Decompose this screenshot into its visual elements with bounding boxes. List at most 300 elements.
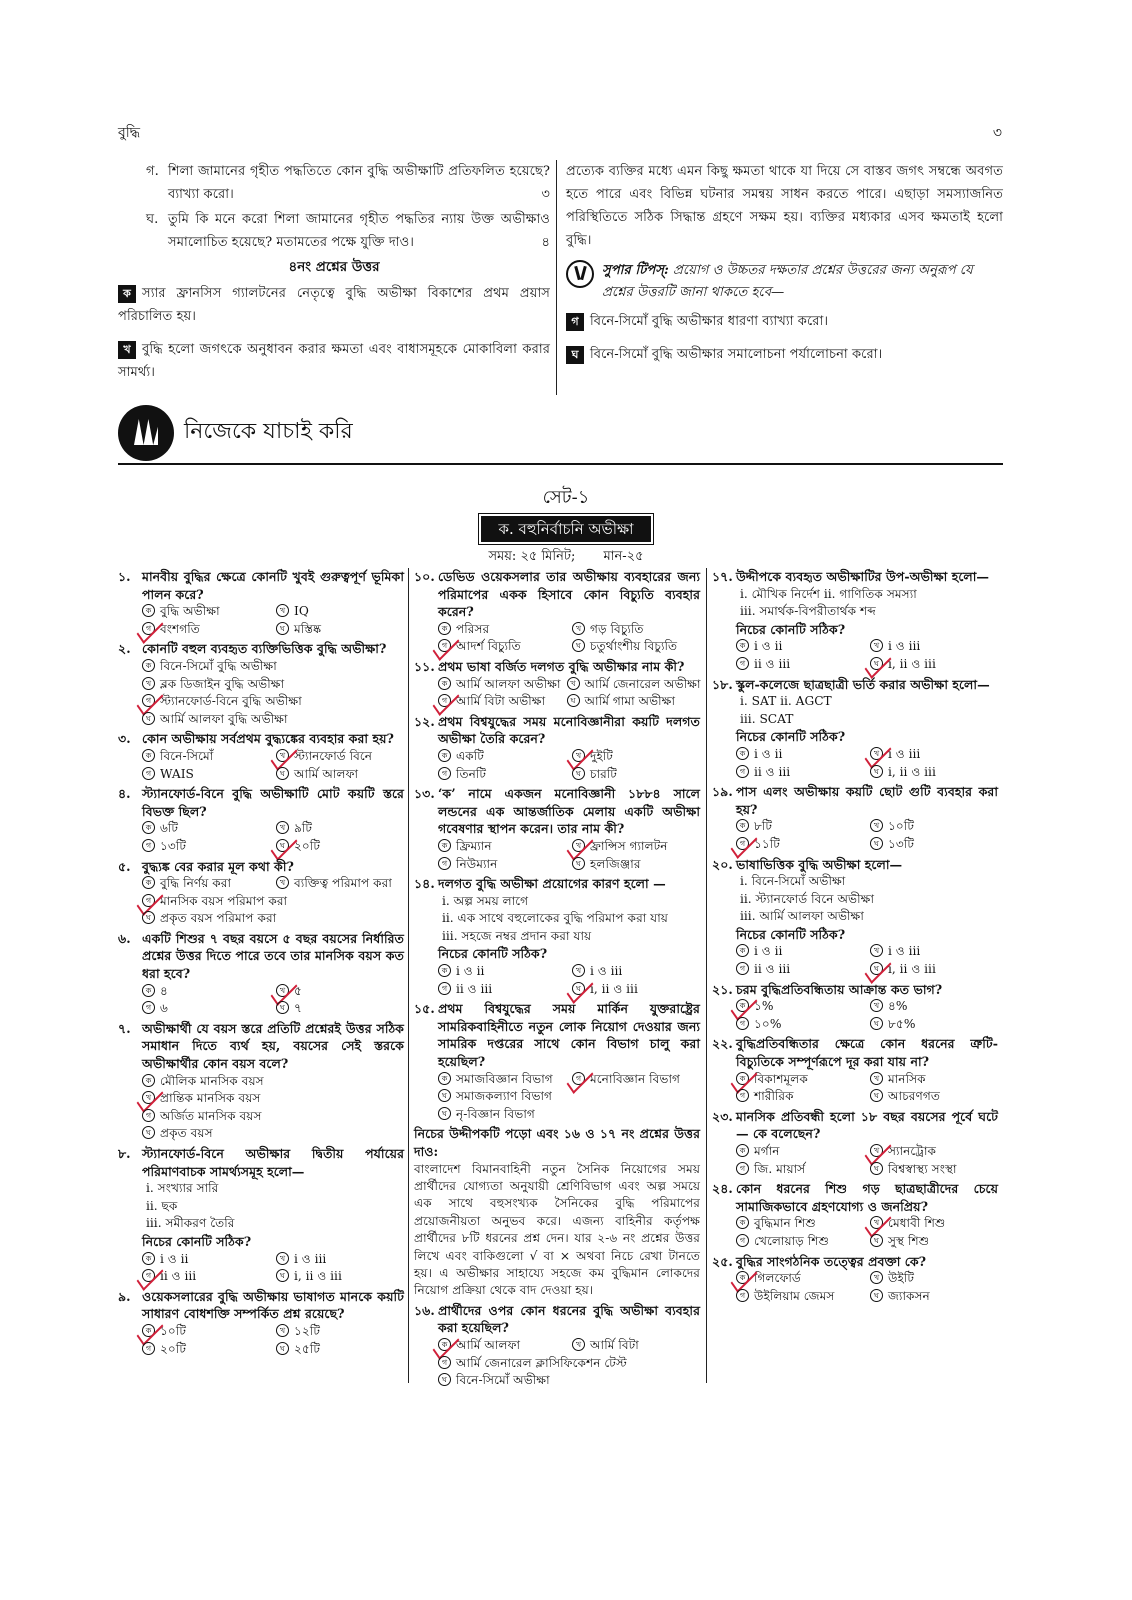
option[interactable]	[572, 963, 700, 981]
question-number: ১৬.	[414, 1302, 435, 1318]
option-text: চতুর্থাংশীয় বিচ্যুতি	[590, 639, 678, 654]
option-text: ৫	[294, 983, 302, 998]
option-letter: ঘ	[142, 1126, 155, 1139]
set-title: সেট-১	[542, 487, 590, 508]
question-number: ২০.	[712, 856, 733, 872]
mcq-item	[414, 875, 700, 998]
option[interactable]	[142, 603, 270, 621]
question-number: ১৯.	[712, 784, 733, 800]
option-letter: ক	[142, 821, 155, 834]
answer-text: স্যার ফ্রানসিস গ্যালটনের নেতৃত্বে বুদ্ধি অভীক্ষা বিকাশের প্রথম প্রয়াস পরিচালিত হয়।	[118, 286, 550, 325]
option[interactable]	[276, 1341, 404, 1359]
option-text: i ও iii	[888, 639, 921, 654]
option-text: বিশ্বস্বাস্থ্য সংস্থা	[888, 1161, 957, 1176]
option-text: ১১টি	[754, 836, 780, 851]
correct-option[interactable]	[142, 1090, 404, 1108]
statement: iii. সমীকরণ তৈরি	[146, 1216, 235, 1231]
mcq-item	[414, 1000, 700, 1123]
option-text: মনোবিজ্ঞান বিভাগ	[590, 1071, 680, 1086]
option[interactable]	[572, 856, 700, 874]
question-number: ২১.	[712, 981, 733, 997]
option-text: গড় বিচ্যুতি	[590, 621, 644, 636]
options	[736, 746, 998, 781]
option[interactable]	[870, 943, 998, 961]
question-text: বুদ্ধিপ্রতিবন্ধিতার ক্ষেত্রে কোন ধরনের ত্রুটি-বিচ্যুতিকে সম্পূর্ণরূপে দূর করা যায় না?	[736, 1036, 998, 1070]
statement: i. অল্প সময় লাগে	[442, 893, 529, 908]
option[interactable]	[276, 603, 404, 621]
mcq-item	[414, 568, 700, 656]
question-label: ঘ.	[146, 212, 159, 227]
option-text: ২০টি	[294, 838, 320, 853]
option-text: ২৫টি	[294, 1341, 320, 1356]
question-number: ৪.	[118, 786, 131, 802]
question-number: ২.	[118, 641, 131, 657]
option[interactable]	[736, 1088, 864, 1106]
option[interactable]	[276, 766, 404, 784]
option[interactable]	[276, 1323, 404, 1341]
option-letter: খ	[870, 999, 883, 1012]
option-text: মৌলিক মানসিক বয়স	[160, 1073, 264, 1088]
option[interactable]	[142, 766, 270, 784]
option-letter: খ	[276, 749, 289, 762]
correct-option[interactable]	[572, 838, 700, 856]
option[interactable]	[870, 1071, 998, 1089]
correct-option[interactable]	[438, 693, 561, 711]
correct-option[interactable]	[870, 1215, 998, 1233]
correct-option[interactable]	[438, 638, 566, 656]
question-number: ১৩.	[414, 786, 435, 802]
option-letter: ক	[736, 1144, 749, 1157]
option-text: আর্মি জেনারেল অভীক্ষা	[584, 676, 701, 691]
option[interactable]	[572, 1337, 700, 1355]
options	[438, 963, 700, 998]
option-letter: খ	[572, 964, 585, 977]
mcq-item	[712, 1180, 998, 1250]
option-letter: খ	[276, 1252, 289, 1265]
question-text: প্রথম ভাষা বর্জিত দলগত বুদ্ধি অভীক্ষার নাম কী?	[438, 658, 685, 674]
option-text: তিনটি	[456, 766, 487, 781]
question-number: ৩.	[118, 731, 131, 747]
option-text: i ও ii	[754, 944, 783, 959]
option[interactable]	[142, 1000, 270, 1018]
option-letter: ক	[142, 984, 155, 997]
question-text: ওয়েকসলারের বুদ্ধি অভীক্ষায় ভাষাগত মানকে কয়টি সাধারণ বোধশক্তি সম্পর্কিত প্রশ্ন রয়েছে?	[142, 1288, 404, 1322]
option-letter: গ	[142, 1342, 155, 1355]
option-letter: খ	[572, 1338, 585, 1351]
option-text: মানসিক বয়স পরিমাপ করা	[160, 893, 288, 908]
statement: i. বিনে-সিমোঁ অভীক্ষা	[740, 874, 846, 889]
sub-question: নিচের কোনটি সঠিক?	[736, 621, 846, 637]
option[interactable]	[870, 1270, 998, 1288]
self-assessment-logo-icon	[118, 405, 174, 461]
mcq-column-1	[118, 568, 404, 1360]
options	[142, 1323, 404, 1358]
option-text: আচরণগত	[888, 1089, 940, 1104]
option-text: সমাজকল্যাণ বিভাগ	[456, 1089, 553, 1104]
option-letter: ক	[736, 819, 749, 832]
option-text: বিনে-সিমোঁ অভীক্ষা	[456, 1373, 550, 1388]
statement: i. মৌখিক নির্দেশ ii. গাণিতিক সমস্যা	[740, 586, 917, 601]
option-text: ফ্রিম্যান	[456, 838, 492, 853]
option[interactable]	[276, 1268, 404, 1286]
option-text: ১%	[754, 999, 774, 1014]
correct-option[interactable]	[870, 961, 998, 979]
section-title: নিজেকে যাচাই করি	[184, 419, 353, 444]
mcq-item	[414, 785, 700, 873]
options	[438, 1071, 700, 1124]
question-text: কোনটি বহুল ব্যবহৃত ব্যক্তিভিত্তিক বুদ্ধি অভীক্ষা?	[142, 641, 387, 657]
option[interactable]	[736, 943, 864, 961]
option-letter: ক	[736, 1271, 749, 1284]
statement: iii. SCAT	[740, 711, 794, 726]
option-text: আর্মি আলফা	[456, 1338, 521, 1353]
options	[438, 838, 700, 873]
option-letter: ক	[736, 1216, 749, 1229]
question-number: ১০.	[414, 569, 435, 584]
option-letter: ঘ	[572, 639, 585, 652]
option-letter: গ	[438, 639, 451, 652]
correct-option[interactable]	[572, 1071, 700, 1089]
correct-option[interactable]	[276, 838, 404, 856]
option[interactable]	[736, 1288, 864, 1306]
option[interactable]	[142, 820, 270, 838]
correct-option[interactable]	[870, 656, 998, 674]
option-text: ১০টি	[888, 819, 914, 834]
question-text: প্রথম বিশ্বযুদ্ধের সময় মার্কিন যুক্তরাষ্ট্রের সামরিকবাহিনীতে নতুন লোক নিয়োগ দেওয়ার জন্য সামরিক দপ্তরের সাথে কোন বিভাগ চালু করা হয়েছিল?	[438, 1001, 700, 1070]
option-letter: খ	[276, 821, 289, 834]
option[interactable]	[870, 1016, 998, 1034]
mcq-item	[118, 785, 404, 855]
option[interactable]	[870, 1288, 998, 1306]
option-text: i ও iii	[590, 964, 623, 979]
mcq-item	[712, 981, 998, 1034]
options	[736, 1270, 998, 1305]
option-text: দুইটি	[590, 748, 613, 763]
options	[142, 1251, 404, 1286]
option[interactable]	[870, 818, 998, 836]
question-number: ২৩.	[712, 1108, 733, 1124]
option-text: ৪%	[888, 999, 908, 1014]
option-text: শারীরিক	[754, 1089, 794, 1104]
option[interactable]	[736, 1215, 864, 1233]
sub-question: নিচের কোনটি সঠিক?	[438, 946, 548, 962]
option-letter: ঘ	[276, 767, 289, 780]
answer-badge: ঘ	[566, 346, 584, 364]
option-letter: ক	[736, 1072, 749, 1085]
option[interactable]	[438, 856, 566, 874]
question-text: পাস এলং অভীক্ষায় কয়টি ছোট গুটি ব্যবহার করা হয়?	[736, 784, 998, 817]
option[interactable]	[870, 836, 998, 854]
answers-right	[566, 310, 1003, 366]
question-number: ৫.	[118, 858, 131, 874]
question-text: বুদ্ধ্যঙ্ক বের করার মূল কথা কী?	[142, 858, 294, 874]
option-text: জি. মায়ার্স	[754, 1161, 806, 1176]
option-text: বিনে-সিমোঁ	[160, 748, 214, 763]
option-letter: গ	[736, 1017, 749, 1030]
option-letter: ঘ	[142, 712, 155, 725]
option-text: ২০টি	[160, 1341, 186, 1356]
option-letter: খ	[870, 944, 883, 957]
option[interactable]	[142, 1073, 404, 1091]
correct-option[interactable]	[142, 693, 404, 711]
option-text: আর্মি বিটা অভীক্ষা	[456, 694, 546, 709]
tips-label: সুপার টিপস্:	[602, 263, 669, 278]
answer-item	[118, 338, 550, 384]
correct-option[interactable]	[276, 983, 404, 1001]
options	[142, 875, 404, 928]
correct-option[interactable]	[736, 998, 864, 1016]
option[interactable]	[142, 658, 404, 676]
option-letter: গ	[142, 767, 155, 780]
option-letter: খ	[870, 1271, 883, 1284]
option[interactable]	[438, 748, 566, 766]
option-letter: ঘ	[572, 767, 585, 780]
correct-option[interactable]	[142, 621, 270, 639]
question-text: একটি শিশুর ৭ বছর বয়সে ৫ বছর বয়সের নির্ধারিত প্রশ্নের উত্তর দিতে পারে তবে তার মানসিক বয়স কত ধরা হবে?	[142, 930, 404, 982]
option-letter: ঘ	[572, 857, 585, 870]
option-text: মানসিক	[888, 1071, 926, 1086]
option-text: i, ii ও iii	[888, 962, 936, 977]
marks-label: মান-২৫	[603, 549, 644, 564]
option[interactable]	[142, 1251, 270, 1269]
option[interactable]	[736, 1143, 864, 1161]
options	[736, 638, 998, 673]
question-text: চরম বুদ্ধিপ্রতিবন্ধিতায় আক্রান্ত কত ভাগ?	[736, 981, 943, 997]
option-text: বংশগতি	[160, 621, 200, 636]
option-text: স্যানট্রোক	[888, 1144, 937, 1158]
option-letter: খ	[572, 839, 585, 852]
question-text: ভাষাভিত্তিক বুদ্ধি অভীক্ষা হলো—	[736, 856, 903, 872]
option-text: আর্মি আলফা	[294, 766, 359, 781]
option[interactable]	[736, 1161, 864, 1179]
option-letter: ক	[142, 749, 155, 762]
top-right-column	[566, 160, 1003, 376]
option[interactable]	[870, 764, 998, 782]
option-letter: গ	[736, 1089, 749, 1102]
options	[736, 1215, 998, 1250]
option[interactable]	[142, 1125, 404, 1143]
mcq-columns	[118, 568, 1003, 1388]
mcq-item	[712, 1035, 998, 1105]
question-number: ১.	[118, 569, 131, 584]
option[interactable]	[276, 621, 404, 639]
option[interactable]	[142, 1341, 270, 1359]
option[interactable]	[572, 638, 700, 656]
time-marks	[0, 548, 1132, 566]
option[interactable]	[438, 981, 566, 999]
option-letter: গ	[572, 1072, 585, 1085]
option[interactable]	[438, 1088, 566, 1106]
option[interactable]	[438, 676, 561, 694]
option-text: i ও iii	[888, 944, 921, 959]
option-text: বুদ্ধি অভীক্ষা	[160, 604, 220, 619]
option-letter: ঘ	[870, 962, 883, 975]
option-text: i ও iii	[888, 746, 921, 761]
option-letter: ঘ	[870, 1089, 883, 1102]
option-letter: গ	[438, 694, 451, 707]
correct-option[interactable]	[276, 748, 404, 766]
option-text: একটি	[456, 748, 484, 763]
option[interactable]	[438, 1372, 700, 1390]
options	[736, 943, 998, 978]
tips-text: প্রয়োগ ও উচ্চতর দক্ষতার প্রশ্নের উত্তরের জন্য অনুরূপ যে প্রশ্নের উত্তরটি জানা থাকতে হবে—	[602, 263, 973, 300]
answer-paragraph: প্রত্যেক ব্যক্তির মধ্যে এমন কিছু ক্ষমতা থাকে যা দিয়ে সে বাস্তব জগৎ সম্বন্ধে অবগত হতে পারে এবং বিভিন্ন ঘটনার সমন্বয় সাধন করতে পারে। এছাড়া সমস্যাজনিত পরিস্থিতিতে সঠিক সিদ্ধান্ত গ্রহণে সক্ষম হয়। ব্যক্তির মধ্যকার এসব ক্ষমতাই হলো বুদ্ধি।	[566, 164, 1003, 248]
option-letter: ঘ	[870, 765, 883, 778]
option[interactable]	[142, 748, 270, 766]
option-letter: ঘ	[276, 622, 289, 635]
correct-option[interactable]	[736, 1071, 864, 1089]
mcq-item	[118, 730, 404, 783]
option-text: প্রান্তিক মানসিক বয়স	[160, 1091, 261, 1106]
option[interactable]	[142, 1108, 404, 1126]
option-text: স্ট্যানফোর্ড বিনে	[294, 748, 373, 763]
question-text: স্ট্যানফোর্ড-বিনে অভীক্ষার দ্বিতীয় পর্যায়ের পরিমাণবাচক সামর্থ্যসমূহ হলো—	[142, 1146, 404, 1179]
option-letter: ক	[736, 944, 749, 957]
option[interactable]	[736, 1016, 864, 1034]
options	[736, 1071, 998, 1106]
option-letter: ঘ	[438, 1089, 451, 1102]
victory-hand-icon	[566, 260, 594, 288]
option[interactable]	[736, 746, 864, 764]
option[interactable]	[870, 1088, 998, 1106]
question-text: দলগত বুদ্ধি অভীক্ষা প্রয়োগের কারণ হলো —	[438, 876, 666, 892]
question-text: অভীক্ষার্থী যে বয়স স্তরে প্রতিটি প্রশ্নেরই উত্তর সঠিক সমাধান দিতে ব্যর্থ হয়, বয়সের সেই স্তরকে অভীক্ষার্থীর কোন বয়স বলে?	[142, 1020, 404, 1072]
section-header	[118, 405, 1003, 465]
option[interactable]	[870, 1161, 998, 1179]
creative-question	[118, 208, 550, 254]
option[interactable]	[142, 711, 404, 729]
option-text: ৪	[160, 983, 168, 998]
option-letter: গ	[142, 894, 155, 907]
option-letter: ঘ	[870, 657, 883, 670]
mcq-item	[712, 1108, 998, 1178]
option[interactable]	[567, 693, 701, 711]
answer-item	[118, 282, 550, 328]
option-letter: গ	[438, 982, 451, 995]
option-letter: গ	[736, 962, 749, 975]
option-text: বুদ্ধিমান শিশু	[754, 1216, 816, 1231]
correct-option[interactable]	[572, 981, 700, 999]
correct-option[interactable]	[438, 1337, 566, 1355]
option[interactable]	[276, 1251, 404, 1269]
option[interactable]	[870, 998, 998, 1016]
correct-option[interactable]	[572, 748, 700, 766]
statement-list	[736, 586, 998, 621]
option-text: ii ও iii	[754, 764, 791, 779]
option[interactable]	[142, 838, 270, 856]
option-letter: ক	[142, 1074, 155, 1087]
option[interactable]	[736, 638, 864, 656]
option-letter: ক	[142, 876, 155, 889]
option[interactable]	[276, 820, 404, 838]
option-text: i ও ii	[160, 1251, 189, 1266]
option[interactable]	[572, 621, 700, 639]
option-text: মেধাবী শিশু	[888, 1216, 946, 1231]
mcq-item	[118, 1145, 404, 1286]
question-number: ১১.	[414, 658, 435, 674]
mcq-column-3	[712, 568, 998, 1307]
option[interactable]	[142, 983, 270, 1001]
option-letter: ঘ	[276, 839, 289, 852]
question-text: কোন অভীক্ষায় সর্বপ্রথম বুদ্ধ্যঙ্কের ব্যবহার করা হয়?	[142, 731, 394, 747]
option[interactable]	[438, 838, 566, 856]
option[interactable]	[870, 1233, 998, 1251]
option[interactable]	[736, 656, 864, 674]
option[interactable]	[142, 676, 404, 694]
question-text: কোন ধরনের শিশু গড় ছাত্রছাত্রীদের চেয়ে সামাজিকভাবে গ্রহণযোগ্য ও জনপ্রিয়?	[736, 1181, 998, 1214]
mcq-item	[414, 658, 700, 711]
option-text: খেলোয়াড় শিশু	[754, 1233, 829, 1248]
option-letter: খ	[870, 747, 883, 760]
option-text: মর্গান	[754, 1144, 780, 1158]
page-number: ৩	[992, 125, 1002, 141]
correct-option[interactable]	[870, 746, 998, 764]
option[interactable]	[438, 766, 566, 784]
answers-left	[118, 282, 550, 384]
option-letter: ঘ	[276, 1342, 289, 1355]
option-letter: খ	[142, 1091, 155, 1104]
correct-option[interactable]	[870, 1143, 998, 1161]
question-text: ‘ক’ নামে একজন মনোবিজ্ঞানী ১৮৮৪ সালে লন্ডনের এক আন্তর্জাতিক মেলায় একটি অভীক্ষা গবেষণার স্থাপন করেন। তার নাম কী?	[438, 786, 700, 837]
option-letter: ঘ	[870, 1234, 883, 1247]
correct-option[interactable]	[142, 1323, 270, 1341]
options	[438, 748, 700, 783]
option[interactable]	[736, 764, 864, 782]
time-label: সময়: ২৫ মিনিট;	[488, 549, 576, 564]
options	[142, 820, 404, 855]
question-text: স্কুল-কলেজে ছাত্রছাত্রী ভর্তি করার অভীক্ষা হলো—	[736, 676, 990, 692]
option[interactable]	[572, 766, 700, 784]
option[interactable]	[276, 875, 404, 893]
option-letter: গ	[438, 857, 451, 870]
option[interactable]	[438, 1106, 700, 1124]
answer-text: বিনে-সিমোঁ বুদ্ধি অভীক্ষার সমালোচনা পর্যালোচনা করো।	[590, 347, 883, 362]
option-text: ৬টি	[160, 821, 179, 836]
option[interactable]	[438, 1355, 700, 1373]
answer-badge: গ	[566, 313, 584, 331]
option[interactable]	[438, 1071, 566, 1089]
answer-item	[566, 310, 1003, 333]
option-text: ১২টি	[294, 1323, 320, 1338]
correct-option[interactable]	[736, 1270, 864, 1288]
correct-option[interactable]	[142, 1268, 270, 1286]
option-letter: ক	[438, 839, 451, 852]
option-letter: ক	[736, 999, 749, 1012]
option-letter: ক	[438, 677, 451, 690]
option-text: সুস্থ শিশু	[888, 1233, 930, 1248]
option[interactable]	[736, 818, 864, 836]
option[interactable]	[870, 638, 998, 656]
option-letter: ক	[736, 639, 749, 652]
option-letter: গ	[736, 657, 749, 670]
option[interactable]	[736, 961, 864, 979]
option[interactable]	[438, 621, 566, 639]
option-text: WAIS	[160, 766, 194, 781]
mcq-item	[118, 568, 404, 638]
option[interactable]	[736, 1233, 864, 1251]
option-letter: ঘ	[276, 1269, 289, 1282]
correct-option[interactable]	[736, 836, 864, 854]
correct-option[interactable]	[142, 893, 404, 911]
option[interactable]	[438, 963, 566, 981]
option[interactable]	[567, 676, 701, 694]
option-text: i, ii ও iii	[888, 764, 936, 779]
option[interactable]	[142, 910, 404, 928]
option[interactable]	[276, 1000, 404, 1018]
option[interactable]	[142, 875, 270, 893]
question-number: ৬.	[118, 930, 131, 946]
option-text: ১৩টি	[888, 836, 914, 851]
